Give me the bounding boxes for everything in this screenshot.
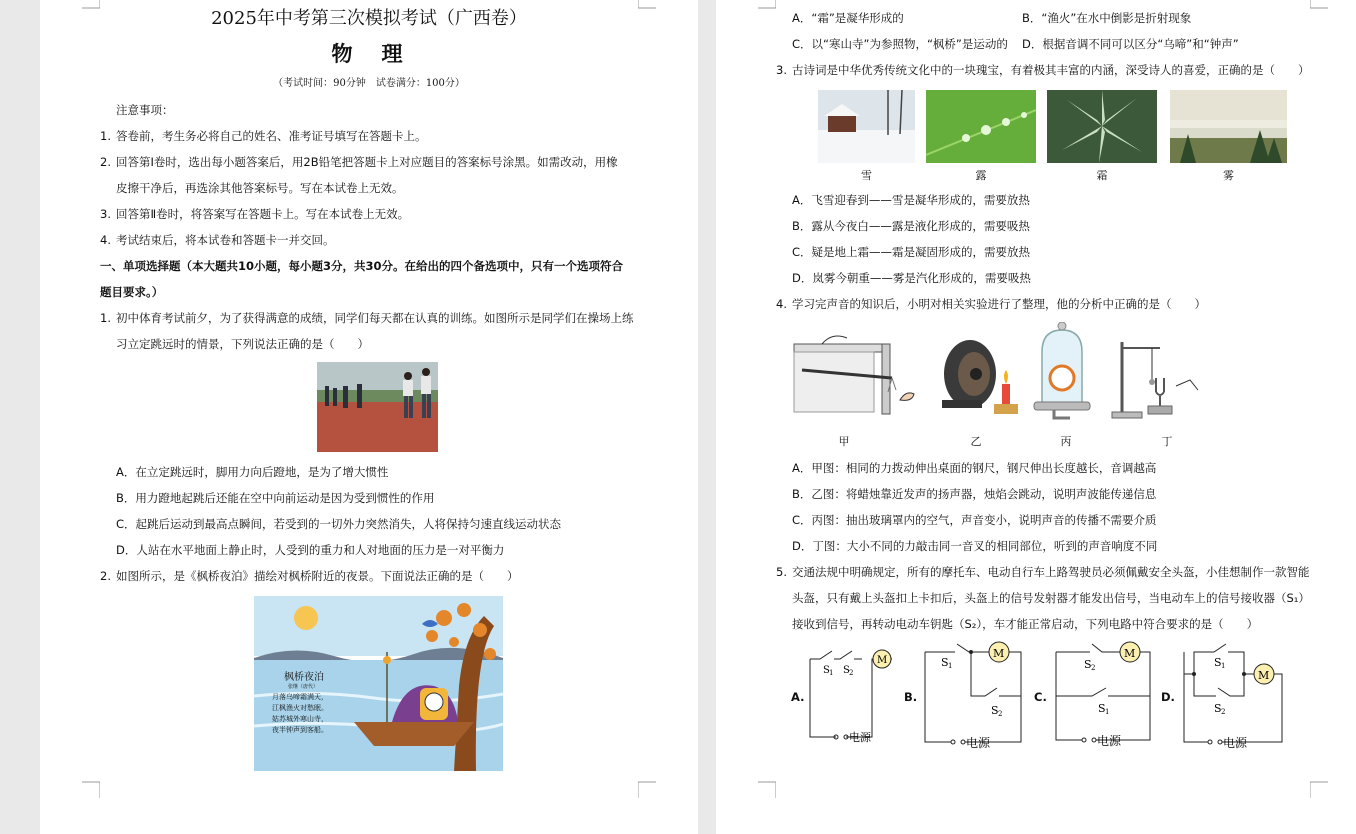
- section-heading: 一、单项选择题（本大题共10小题，每小题3分，共30分。在给出的四个备选项中，只有一个选项符合: [100, 259, 624, 273]
- option-c: C．起跳后运动到最高点瞬间，若受到的一切外力突然消失，人将保持匀速直线运动状态: [116, 517, 562, 531]
- option-b: B．用力蹬地起跳后还能在空中向前运动是因为受到惯性的作用: [116, 491, 435, 505]
- fog-photo: [1170, 90, 1287, 163]
- note-text: 回答第Ⅱ卷时，将答案写在答题卡上。写在本试卷上无效。: [116, 207, 410, 221]
- svg-text:2: 2: [1091, 664, 1096, 672]
- image-caption: 雾: [1223, 169, 1234, 182]
- figure-label: 丙: [1060, 435, 1072, 448]
- circuit-option-a-label: A.: [791, 690, 805, 704]
- note-number: 4.: [100, 233, 111, 247]
- poem-author: 张继（唐代）: [288, 684, 319, 690]
- svg-text:1: 1: [1221, 662, 1226, 670]
- option-d: D．人站在水平地面上静止时，人受到的重力和人对地面的压力是一对平衡力: [116, 543, 505, 557]
- maple-bridge-illustration: [254, 596, 503, 771]
- question-text: 交通法规中明确规定，所有的摩托车、电动自行车上路驾驶员必须佩戴安全头盔，小佳想制作一款智能: [792, 565, 1310, 579]
- svg-text:S: S: [823, 665, 830, 676]
- crop-mark: [82, 780, 100, 798]
- question-text: 如图所示，是《枫桥夜泊》描绘对枫桥附近的夜景。下面说法正确的是（ ）: [116, 569, 519, 583]
- sound-experiments-figure: [792, 322, 1202, 422]
- frost-photo: [1047, 90, 1157, 163]
- note-text: 回答第Ⅰ卷时，选出每小题答案后，用2B铅笔把答题卡上对应题目的答案标号涂黑。如需改动，用橡: [116, 155, 618, 169]
- svg-text:S: S: [843, 665, 850, 676]
- option-c: C．疑是地上霜——霜是凝固形成的，需要放热: [792, 245, 1031, 259]
- crop-mark: [638, 780, 656, 798]
- note-text: 皮擦干净后，再选涂其他答案标号。写在本试卷上无效。: [116, 181, 404, 195]
- exam-info: （考试时间：90分钟 试卷满分：100分）: [273, 78, 465, 89]
- svg-text:S: S: [1214, 656, 1222, 669]
- image-caption: 霜: [1096, 169, 1108, 182]
- question-text: 初中体育考试前夕，为了获得满意的成绩，同学们每天都在认真的训练。如图所示是同学们在操场上练: [116, 311, 634, 325]
- document-page-right: [716, 0, 1356, 834]
- circuit-option-c-label: C.: [1034, 690, 1047, 704]
- circuit-diagram-c: [1054, 640, 1154, 750]
- svg-text:1: 1: [1105, 708, 1110, 716]
- svg-text:M: M: [877, 655, 888, 666]
- svg-text:电源: 电源: [1223, 736, 1248, 750]
- svg-text:2: 2: [998, 710, 1003, 718]
- circuit-diagram-d: [1178, 640, 1288, 750]
- figure-label: 丁: [1161, 435, 1173, 448]
- option-d: D．岚雾今朝重——雾是汽化形成的，需要吸热: [792, 271, 1031, 285]
- poem-line: 江枫渔火对愁眠。: [272, 704, 328, 712]
- svg-text:S: S: [1084, 658, 1092, 671]
- option-d: D．丁图：大小不同的力敲击同一音叉的相同部位，听到的声音响度不同: [792, 539, 1158, 553]
- svg-text:1: 1: [948, 662, 953, 670]
- option-c: C．以“寒山寺”为参照物，“枫桥”是运动的: [792, 37, 1008, 51]
- note-number: 3.: [100, 207, 111, 221]
- question-text: 习立定跳远时的情景，下列说法正确的是（ ）: [116, 337, 369, 351]
- question-number: 3.: [776, 63, 787, 77]
- figure-label: 乙: [970, 435, 982, 448]
- crop-mark: [1310, 0, 1328, 10]
- note-number: 2.: [100, 155, 111, 169]
- circuit-option-b-label: B.: [904, 690, 918, 704]
- option-a: A．飞雪迎春到——雪是凝华形成的，需要放热: [792, 193, 1030, 207]
- crop-mark: [1310, 780, 1328, 798]
- subject-title: 物 理: [331, 41, 407, 66]
- option-a: A．“霜”是凝华形成的: [792, 11, 904, 25]
- option-b: B．“渔火”在水中倒影是折射现象: [1022, 11, 1192, 25]
- svg-text:S: S: [1098, 702, 1106, 715]
- crop-mark: [758, 780, 776, 798]
- exam-title: 2025年中考第三次模拟考试（广西卷）: [211, 8, 527, 29]
- option-d: D．根据音调不同可以区分“乌啼”和“钟声”: [1022, 37, 1239, 51]
- svg-text:S: S: [991, 704, 999, 717]
- circuit-option-d-label: D.: [1161, 690, 1175, 704]
- option-b: B．乙图：将蜡烛靠近发声的扬声器，烛焰会跳动，说明声波能传递信息: [792, 487, 1157, 501]
- svg-text:2: 2: [849, 669, 854, 677]
- dew-photo: [926, 90, 1036, 163]
- circuit-diagram-b: [921, 640, 1031, 750]
- svg-text:S: S: [941, 656, 949, 669]
- option-b: B．露从今夜白——露是液化形成的，需要吸热: [792, 219, 1030, 233]
- question-text: 古诗词是中华优秀传统文化中的一块瑰宝，有着极其丰富的内涵，深受诗人的喜爱，正确的是（ ）: [792, 63, 1310, 77]
- option-c: C．丙图：抽出玻璃罩内的空气，声音变小，说明声音的传播不需要介质: [792, 513, 1157, 527]
- figure-label: 甲: [838, 435, 850, 448]
- question-text: 接收到信号，再转动电动车钥匙（S₂），车才能正常启动，下列电路中符合要求的是（ ）: [792, 617, 1259, 631]
- circuit-diagram-a: [806, 645, 896, 745]
- crop-mark: [758, 0, 776, 10]
- notes-heading: 注意事项：: [116, 103, 174, 117]
- svg-text:1: 1: [829, 669, 834, 677]
- document-page-left: [40, 0, 698, 834]
- note-number: 1.: [100, 129, 111, 143]
- long-jump-photo: [317, 362, 438, 452]
- option-a: A．在立定跳远时，脚用力向后蹬地，是为了增大惯性: [116, 465, 389, 479]
- option-a: A．甲图：相同的力拨动伸出桌面的钢尺，钢尺伸出长度越长，音调越高: [792, 461, 1157, 475]
- poem-line: 姑苏城外寒山寺，: [272, 715, 328, 723]
- svg-text:2: 2: [1221, 708, 1226, 716]
- question-text: 学习完声音的知识后，小明对相关实验进行了整理，他的分析中正确的是（ ）: [792, 297, 1206, 311]
- question-number: 5.: [776, 565, 787, 579]
- poem-line: 夜半钟声到客船。: [272, 726, 328, 734]
- note-text: 答卷前，考生务必将自己的姓名、准考证号填写在答题卡上。: [116, 129, 427, 143]
- question-text: 头盔，只有戴上头盔扣上卡扣后，头盔上的信号发射器才能发出信号，当电动车上的信号接收器（S₁）: [792, 591, 1310, 605]
- snow-photo: [818, 90, 915, 163]
- svg-text:电源: 电源: [966, 736, 991, 750]
- svg-text:M: M: [993, 647, 1005, 660]
- section-heading: 题目要求。）: [100, 285, 164, 299]
- poem-title: 枫桥夜泊: [284, 672, 324, 683]
- question-number: 1.: [100, 311, 111, 325]
- svg-text:M: M: [1258, 669, 1270, 682]
- image-caption: 雪: [861, 169, 872, 182]
- image-caption: 露: [975, 169, 987, 182]
- question-number: 2.: [100, 569, 111, 583]
- svg-text:电源: 电源: [1097, 734, 1122, 748]
- note-text: 考试结束后，将本试卷和答题卡一并交回。: [116, 233, 335, 247]
- poem-line: 月落乌啼霜满天，: [272, 693, 328, 701]
- svg-text:S: S: [1214, 702, 1222, 715]
- svg-text:M: M: [1124, 647, 1136, 660]
- svg-text:电源: 电源: [849, 731, 871, 744]
- question-number: 4.: [776, 297, 787, 311]
